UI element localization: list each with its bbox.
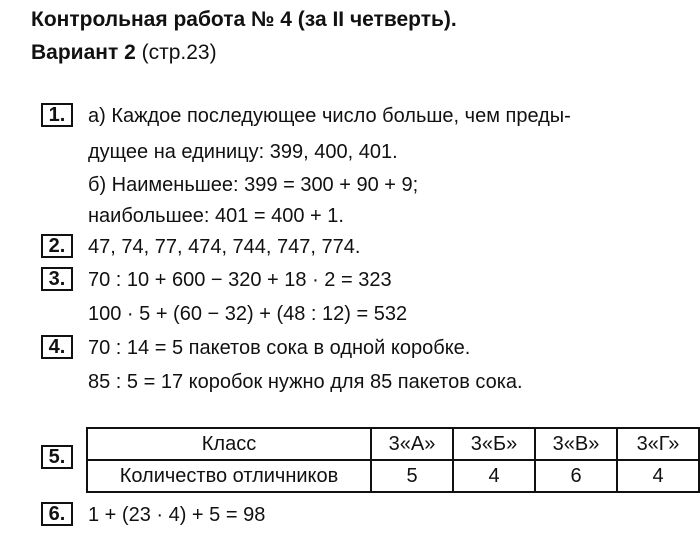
task-3-line-2: 100 · 5 + (60 − 32) + (48 : 12) = 532 [88, 303, 408, 325]
task-1-line-4: наибольшее: 401 = 400 + 1. [88, 205, 344, 227]
task-1-line-2: дущее на единицу: 399, 400, 401. [88, 141, 398, 163]
variant-heading [31, 41, 217, 65]
task-1-line-1: а) Каждое последующее число больше, чем преды- [88, 105, 571, 127]
task-number-5: 5. [41, 445, 73, 469]
document-title: Контрольная работа № 4 (за II четверть). [31, 8, 457, 31]
task-4-line-2: 85 : 5 = 17 коробок нужно для 85 пакетов сока. [88, 371, 523, 393]
honor-students-table [86, 427, 700, 493]
table-header-cell: 3«Г» [617, 428, 699, 460]
table-cell: 4 [617, 460, 699, 492]
table-header-row [87, 428, 699, 460]
task-3-line-1: 70 : 10 + 600 − 320 + 18 · 2 = 323 [88, 269, 392, 291]
table-row [87, 460, 699, 492]
task-2-line-1: 47, 74, 77, 474, 744, 747, 774. [88, 236, 361, 258]
table-header-cell: 3«Б» [453, 428, 535, 460]
table-cell: 4 [453, 460, 535, 492]
table-header-cell: 3«А» [371, 428, 453, 460]
variant-label: Вариант 2 [31, 41, 136, 64]
task-number-4: 4. [41, 335, 73, 359]
table-header-cell: Класс [87, 428, 371, 460]
table-cell: 6 [535, 460, 617, 492]
page-reference: (стр.23) [141, 41, 217, 64]
task-4-line-1: 70 : 14 = 5 пакетов сока в одной коробке. [88, 337, 471, 359]
task-number-1: 1. [41, 103, 73, 127]
task-1-line-3: б) Наименьшее: 399 = 300 + 90 + 9; [88, 174, 419, 196]
table-header-cell: 3«В» [535, 428, 617, 460]
table-cell: Количество отличников [87, 460, 371, 492]
task-number-2: 2. [41, 234, 73, 258]
task-number-6: 6. [41, 502, 73, 526]
task-number-3: 3. [41, 267, 73, 291]
task-6-line-1: 1 + (23 · 4) + 5 = 98 [88, 504, 266, 526]
table-cell: 5 [371, 460, 453, 492]
